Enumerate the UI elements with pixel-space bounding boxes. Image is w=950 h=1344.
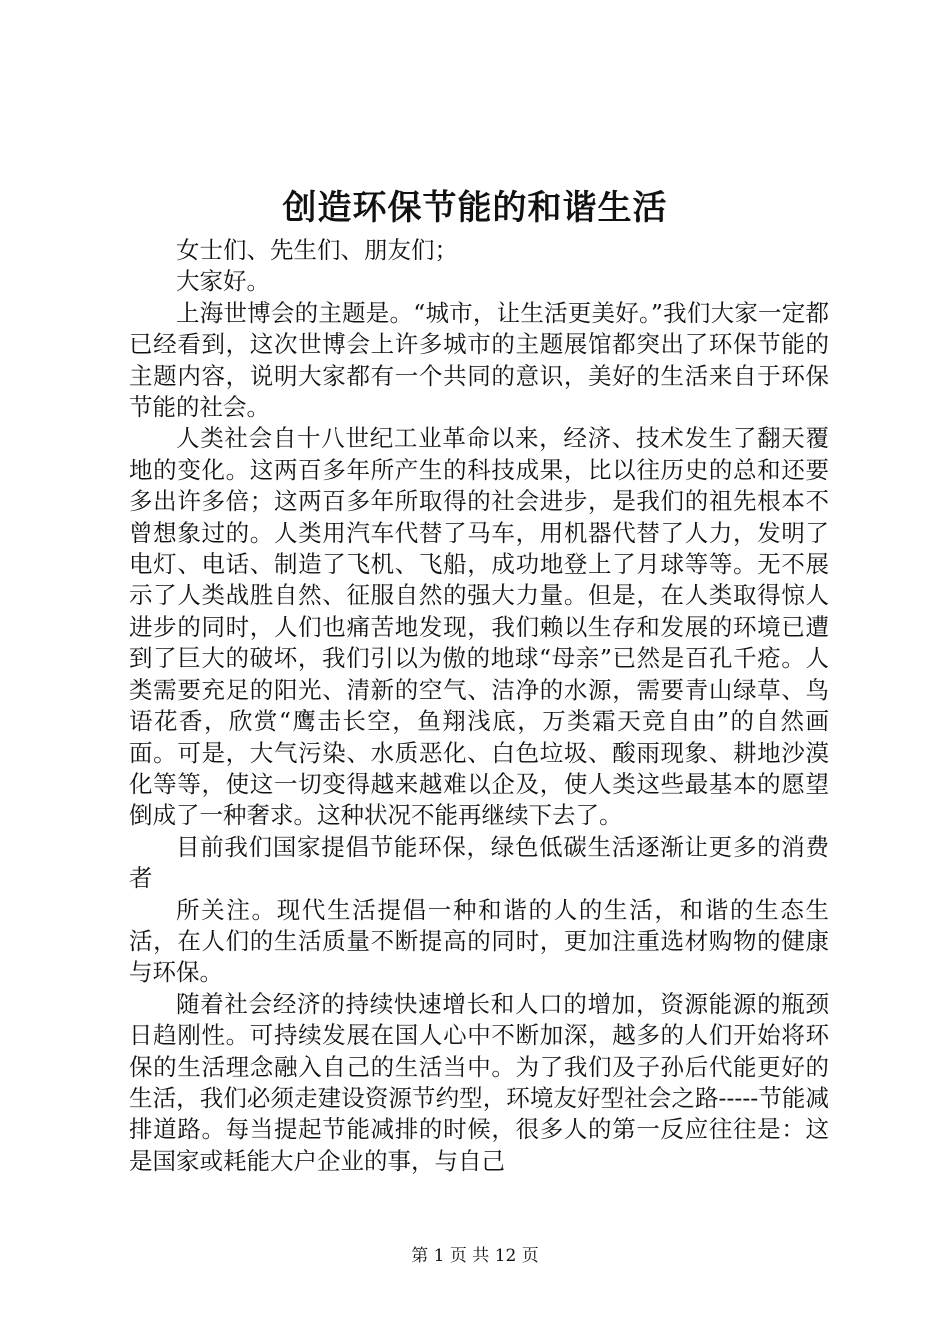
paragraph-greeting: 女士们、先生们、朋友们； (176, 236, 458, 264)
paragraph-harmonious-life: 所关注。现代生活提倡一种和谐的人的生活，和谐的生态生活，在人们的生活质量不断提高的同时，更加注重选材购物的健康与环保。 (129, 895, 829, 987)
page-number-footer: 第 1 页 共 12 页 (411, 1246, 539, 1266)
paragraph-sustainable-development: 随着社会经济的持续快速增长和人口的增加，资源能源的瓶颈日趋刚性。可持续发展在国人心中不断加深，越多的人们开始将环保的生活理念融入自己的生活当中。为了我们及子孙后代能更好的生活，我们必须走建设资源节约型，环境友好型社会之路-----节能减排道路。每当提起节能减排的时候，很多人的第一反应往往是：这是国家或耗能大户企业的事，与自己 (129, 989, 829, 1175)
document-body (129, 235, 829, 1177)
page-title: 创造环保节能的和谐生活 (282, 188, 668, 228)
paragraph-national-policy: 目前我们国家提倡节能环保，绿色低碳生活逐渐让更多的消费者 (129, 832, 829, 893)
paragraph-hello: 大家好。 (176, 267, 270, 296)
paragraph-industrial-revolution: 人类社会自十八世纪工业革命以来，经济、技术发生了翻天覆地的变化。这两百多年所产生的科技成果，比以往历史的总和还要多出许多倍；这两百多年所取得的社会进步，是我们的祖先根本不曾想象过的。人类用汽车代替了马车，用机器代替了人力，发明了电灯、电话、制造了飞机、飞船，成功地登上了月球等等。无不展示了人类战胜自然、征服自然的强大力量。但是，在人类取得惊人进步的同时，人们也痛苦地发现，我们赖以生存和发展的环境已遭到了巨大的破坏，我们引以为傲的地球“母亲”已然是百孔千疮。人类需要充足的阳光、清新的空气、洁净的水源，需要青山绿草、鸟语花香，欣赏“鹰击长空，鱼翔浅底，万类霜天竞自由”的自然画面。可是，大气污染、水质恶化、白色垃圾、酸雨现象、耕地沙漠化等等，使这一切变得越来越难以企及，使人类这些最基本的愿望倒成了一种奢求。这种状况不能再继续下去了。 (129, 424, 829, 830)
paragraph-expo-theme: 上海世博会的主题是。“城市，让生活更美好。”我们大家一定都已经看到，这次世博会上许多城市的主题展馆都突出了环保节能的主题内容，说明大家都有一个共同的意识，美好的生活来自于环保节能的社会。 (129, 298, 829, 422)
